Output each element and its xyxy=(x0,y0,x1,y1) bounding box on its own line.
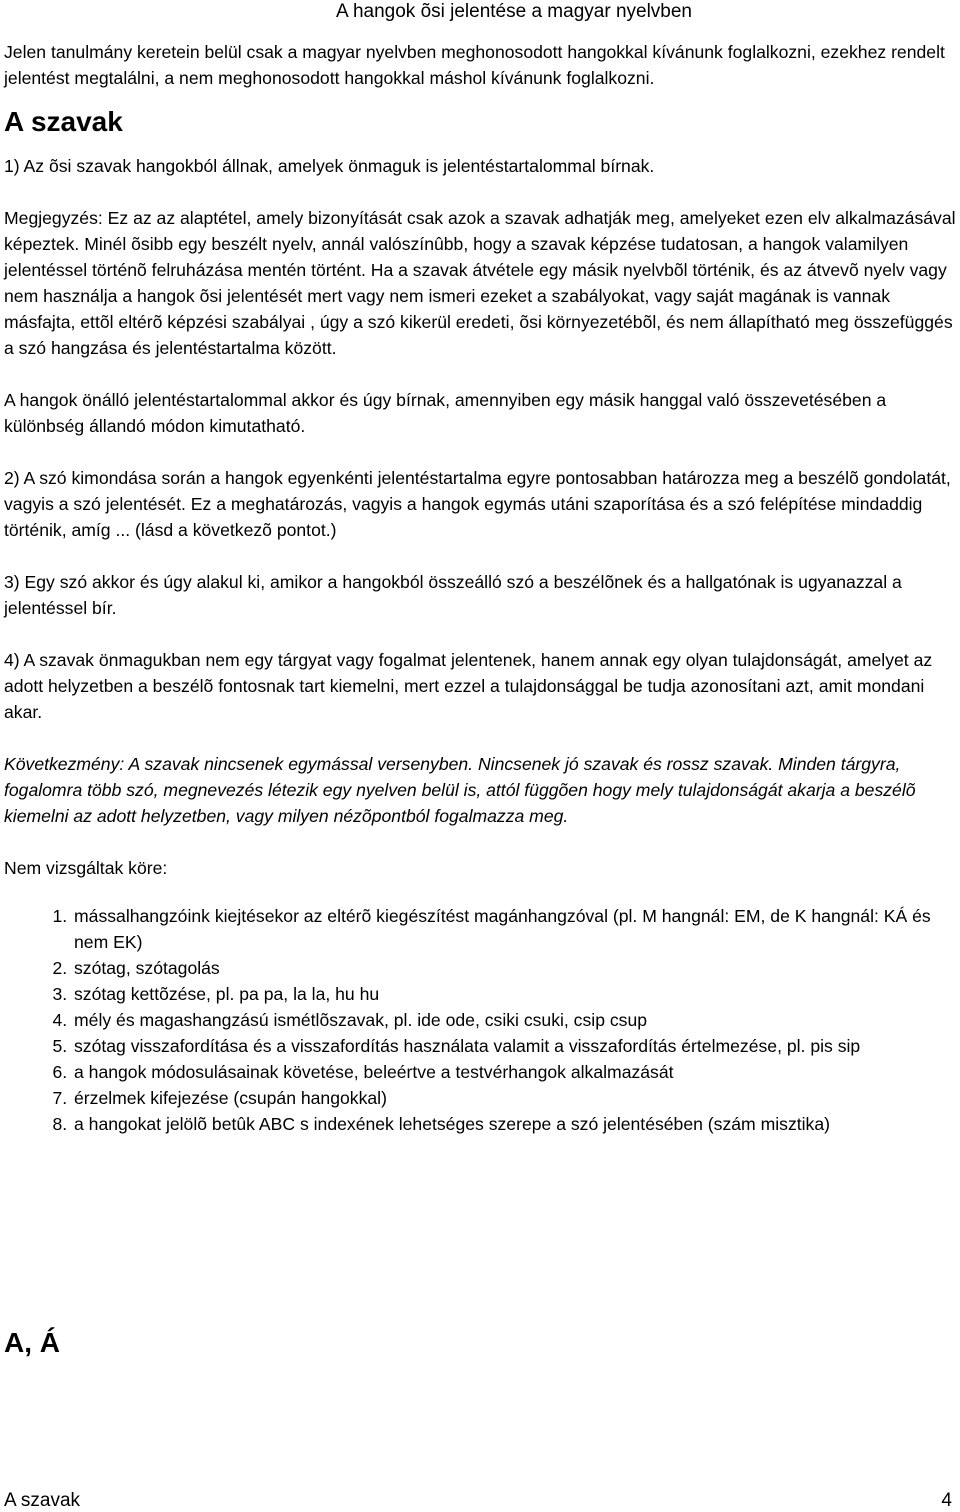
list-item: 3. szótag kettõzése, pl. pa pa, la la, hu hu xyxy=(72,981,958,1007)
list-item: 5. szótag visszafordítása és a visszafordítás használata valamit a visszafordítás értelmezése, pl. pis sip xyxy=(72,1033,958,1059)
list-item: 8. a hangokat jelölõ betûk ABC s indexének lehetséges szerepe a szó jelentésében (szám misztika) xyxy=(72,1111,958,1137)
footer-section-label: A szavak xyxy=(4,1490,81,1511)
list-item: 4. mély és magashangzású ismétlõszavak, pl. ide ode, csiki csuki, csip csup xyxy=(72,1007,958,1033)
document-body xyxy=(4,39,958,1137)
point-2: 2) A szó kimondása során a hangok egyenkénti jelentéstartalma egyre pontosabban határozza meg a beszélõ gondolatát, vagyis a szó jelentését. Ez a meghatározás, vagyis a hangok egymás utáni szaporítása és a szó felépítése mindaddig történik, amíg ... (lásd a következõ pontot.) xyxy=(4,468,951,540)
independent-paragraph: A hangok önálló jelentéstartalommal akkor és úgy bírnak, amennyiben egy másik hanggal való összevetésében a különbség állandó módon kimutatható. xyxy=(4,390,887,436)
list-item: 6. a hangok módosulásainak követése, beleértve a testvérhangok alkalmazását xyxy=(72,1059,958,1085)
list-item: 7. érzelmek kifejezése (csupán hangokkal) xyxy=(72,1085,958,1111)
list-item: 2. szótag, szótagolás xyxy=(72,955,958,981)
next-section-heading: A, Á xyxy=(4,1327,60,1358)
page-header-title: A hangok õsi jelentése a magyar nyelvben xyxy=(336,1,692,22)
note-paragraph: Megjegyzés: Ez az az alaptétel, amely bizonyítását csak azok a szavak adhatják meg, amelyeket ezen elv alkalmazásával képeztek. Minél õsibb egy beszélt nyelv, annál valószínûbb, hogy a szavak képzése tudatosan, a hangok valamilyen jelentéssel történõ felruházása mentén történt. Ha a szavak átvétele egy másik nyelvbõl történik, és az átvevõ nyelv vagy nem használja a hangok õsi jelentését mert vagy nem ismeri ezeket a szabályokat, vagy saját magának is vannak másfajta, ettõl eltérõ képzési szabályai , úgy a szó kikerül eredeti, õsi környezetébõl, és nem állapítható meg összefüggés a szó hangzása és jelentéstartalma között. xyxy=(4,208,956,358)
section-heading: A szavak xyxy=(4,106,123,137)
intro-paragraph: Jelen tanulmány keretein belül csak a magyar nyelvben meghonosodott hangokkal kívánunk foglalkozni, ezekhez rendelt jelentést megtalálni, a nem meghonosodott hangokkal máshol kívánunk foglalkozni. xyxy=(4,42,945,88)
point-4: 4) A szavak önmagukban nem egy tárgyat vagy fogalmat jelentenek, hanem annak egy olyan tulajdonságát, amelyet az adott helyzetben a beszélõ fontosnak tart kiemelni, mert ezzel a tulajdonsággal be tudja azonosítani azt, amit mondani akar. xyxy=(4,650,933,722)
not-examined-list xyxy=(4,903,958,1137)
page-number: 4 xyxy=(941,1490,952,1511)
point-3: 3) Egy szó akkor és úgy alakul ki, amikor a hangokból összeálló szó a beszélõnek és a hallgatónak is ugyanazzal a jelentéssel bír. xyxy=(4,572,902,618)
consequence-paragraph: Következmény: A szavak nincsenek egymással versenyben. Nincsenek jó szavak és rossz szavak. Minden tárgyra, fogalomra több szó, megnevezés létezik egy nyelven belül is, attól függõen hogy mely tulajdonságát akarja a beszélõ kiemelni az adott helyzetben, vagy milyen nézõpontból fogalmazza meg. xyxy=(4,754,916,826)
point-1: 1) Az õsi szavak hangokból állnak, amelyek önmaguk is jelentéstartalommal bírnak. xyxy=(4,156,655,176)
list-item: 1. mássalhangzóink kiejtésekor az eltérõ kiegészítést magánhangzóval (pl. M hangnál: EM, de K hangnál: KÁ és nem EK) xyxy=(72,903,958,955)
not-examined-label: Nem vizsgáltak köre: xyxy=(4,858,168,878)
